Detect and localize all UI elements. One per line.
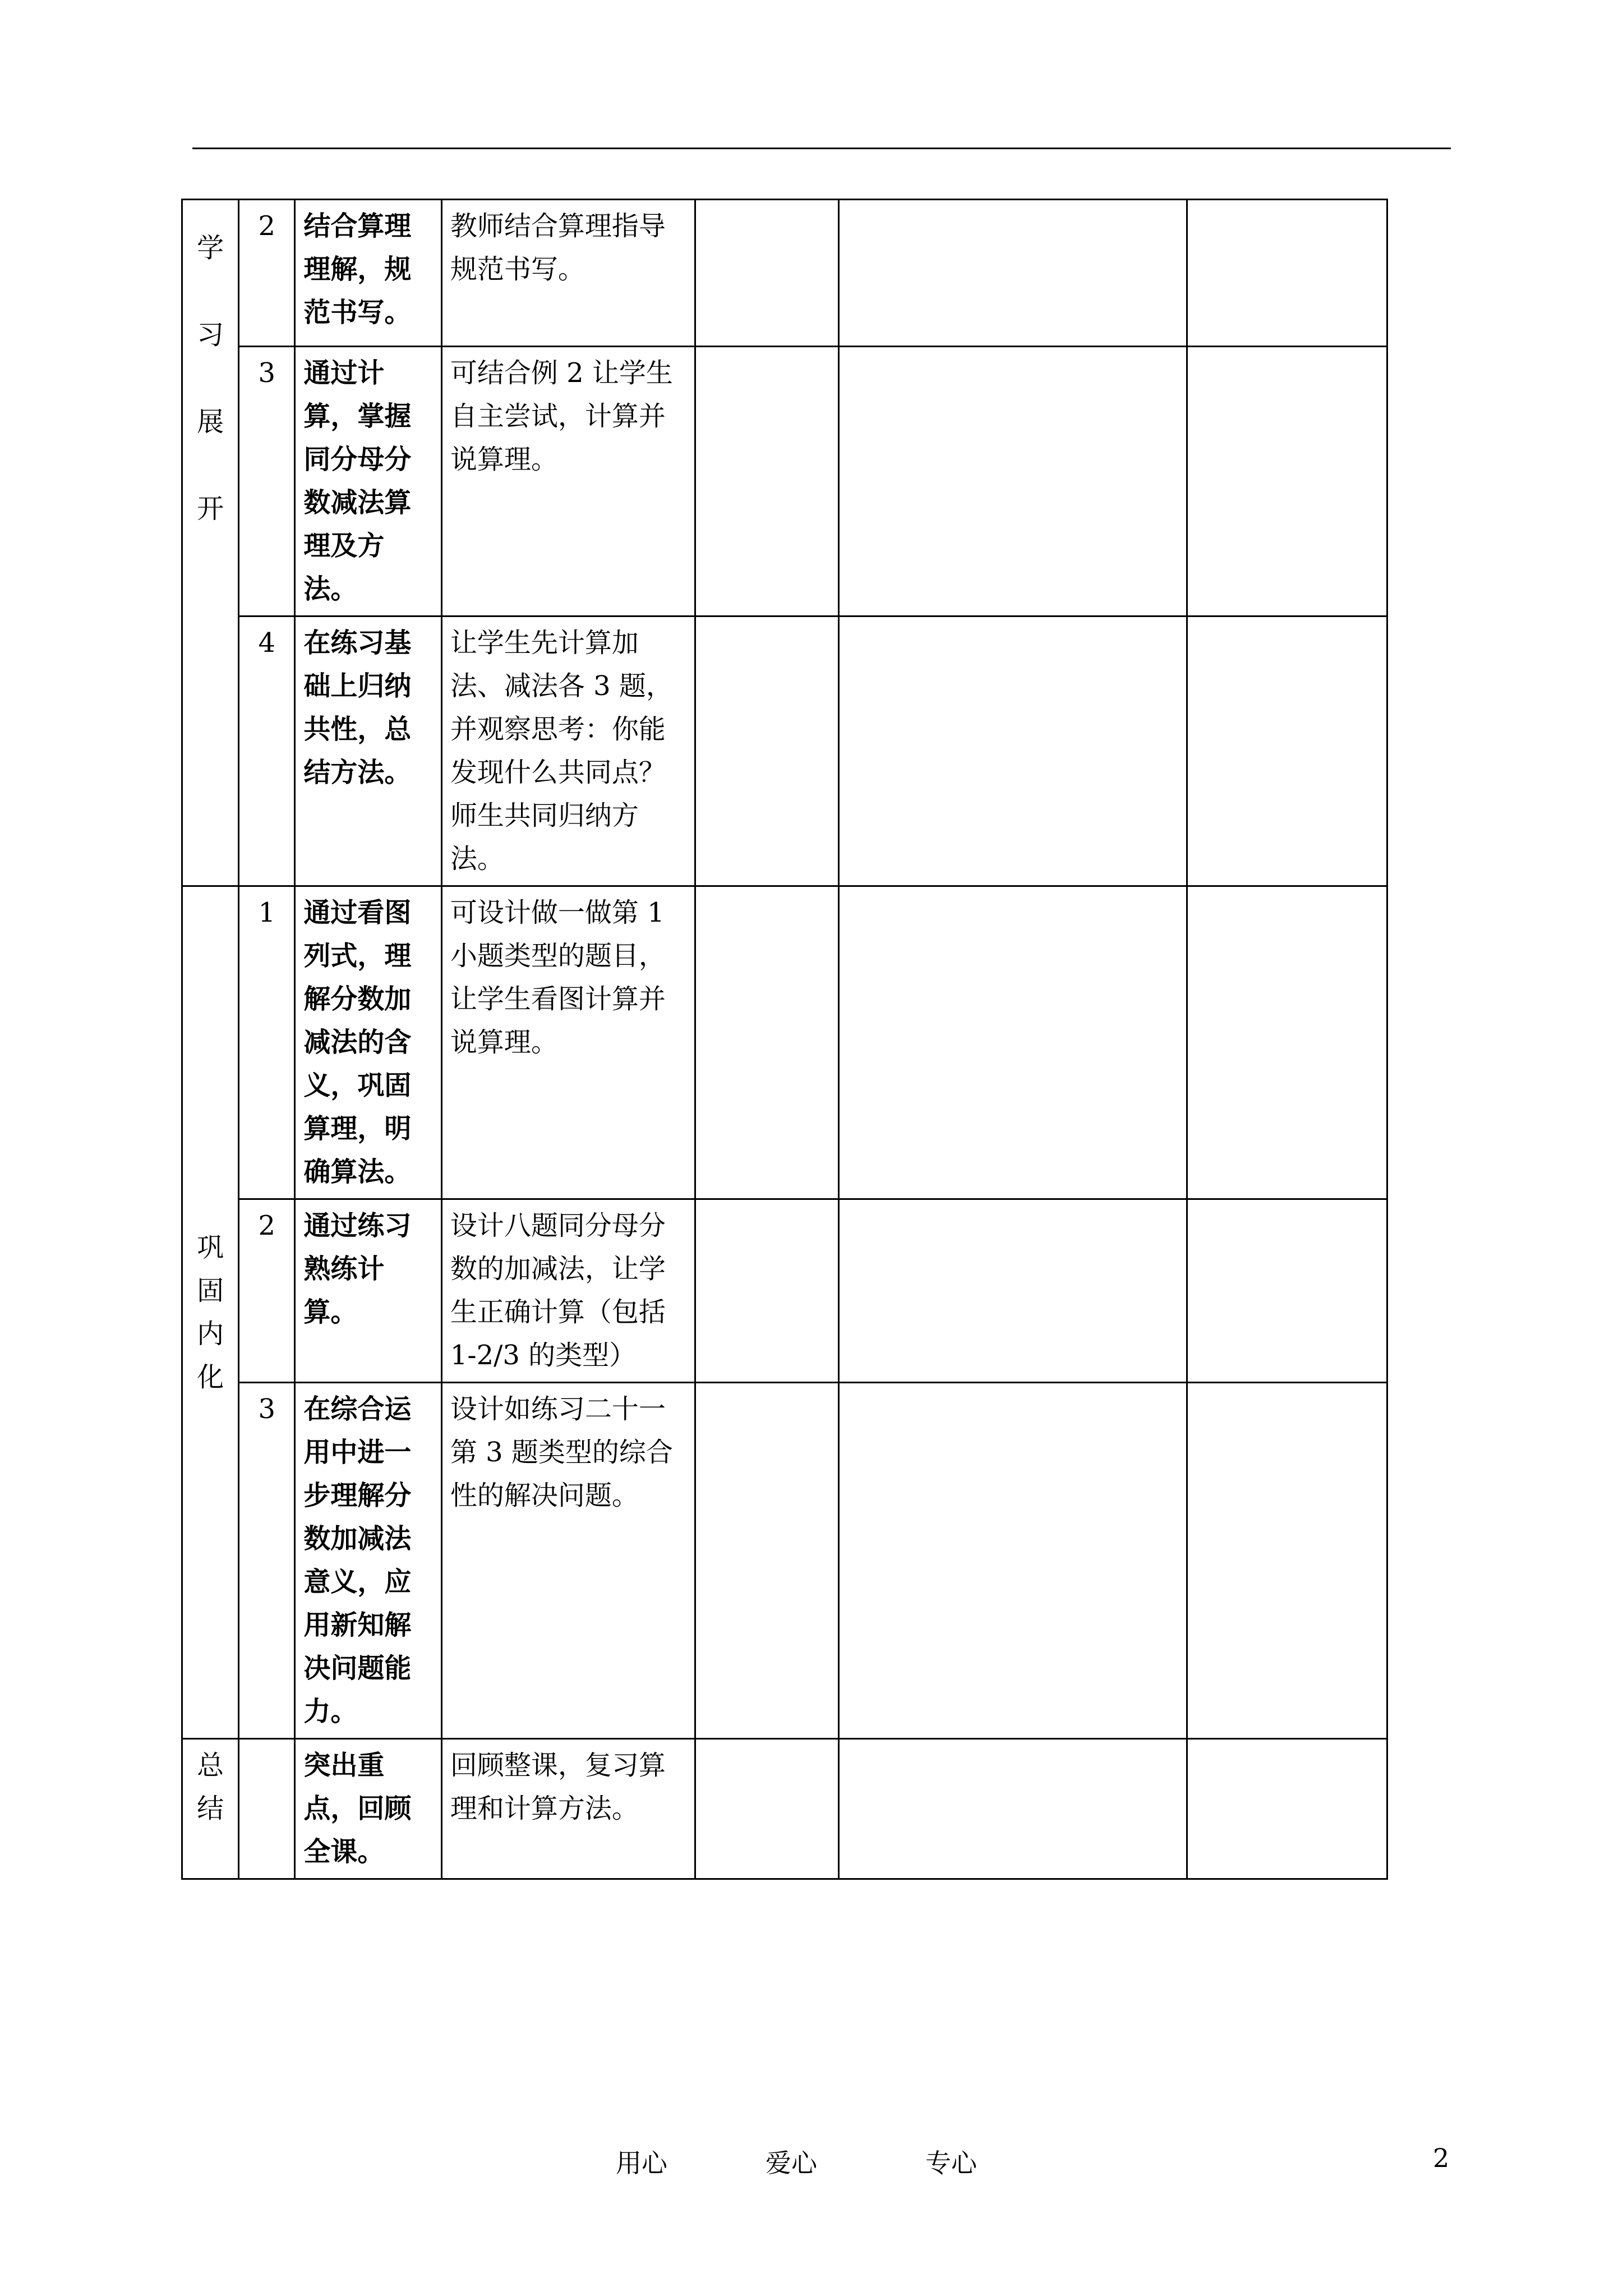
- empty-cell: [1187, 616, 1387, 886]
- activity-cell: 让学生先计算加法、减法各 3 题，并观察思考：你能发现什么共同点？师生共同归纳方法。: [441, 616, 695, 886]
- table-row: [182, 886, 1387, 1199]
- empty-cell: [695, 1739, 838, 1879]
- goal-cell: 结合算理理解，规范书写。: [295, 200, 441, 347]
- empty-cell: [839, 347, 1187, 616]
- table-row: [182, 616, 1387, 886]
- empty-cell: [695, 200, 838, 347]
- activity-cell: 回顾整课，复习算理和计算方法。: [441, 1739, 695, 1879]
- table-row: [182, 200, 1387, 347]
- goal-cell: 通过练习熟练计算。: [295, 1199, 441, 1383]
- stage-label: 学习展开: [197, 232, 224, 524]
- empty-cell: [695, 347, 838, 616]
- empty-cell: [839, 1739, 1187, 1879]
- activity-cell: 可设计做一做第 1 小题类型的题目，让学生看图计算并说算理。: [441, 886, 695, 1199]
- goal-cell: 通过计算，掌握同分母分数减法算理及方法。: [295, 347, 441, 616]
- step-number: 3: [239, 1383, 295, 1739]
- empty-cell: [695, 1383, 838, 1739]
- empty-cell: [1187, 1739, 1387, 1879]
- table-row: [182, 347, 1387, 616]
- page-number: 2: [1433, 2143, 1450, 2173]
- empty-cell: [1187, 347, 1387, 616]
- empty-cell: [839, 1199, 1187, 1383]
- stage-cell-study: [182, 200, 239, 886]
- step-number: [239, 1739, 295, 1879]
- step-number: 4: [239, 616, 295, 886]
- stage-cell-consolidate: [182, 886, 239, 1739]
- footer-motto: 专心: [925, 2148, 977, 2178]
- lesson-plan-table: [181, 199, 1388, 1880]
- stage-label: 总结: [197, 1750, 224, 1824]
- activity-cell: 设计八题同分母分数的加减法，让学生正确计算（包括 1-2/3 的类型）: [441, 1199, 695, 1383]
- activity-cell: 可结合例 2 让学生自主尝试，计算并说算理。: [441, 347, 695, 616]
- table-row: [182, 1199, 1387, 1383]
- goal-cell: 通过看图列式，理解分数加减法的含义，巩固算理，明确算法。: [295, 886, 441, 1199]
- step-number: 2: [239, 1199, 295, 1383]
- empty-cell: [1187, 1383, 1387, 1739]
- stage-cell-summary: [182, 1739, 239, 1879]
- goal-cell: 在练习基础上归纳共性，总结方法。: [295, 616, 441, 886]
- empty-cell: [1187, 886, 1387, 1199]
- empty-cell: [695, 616, 838, 886]
- empty-cell: [839, 200, 1187, 347]
- goal-cell: 突出重点，回顾全课。: [295, 1739, 441, 1879]
- goal-cell: 在综合运用中进一步理解分数加减法意义，应用新知解决问题能力。: [295, 1383, 441, 1739]
- step-number: 2: [239, 200, 295, 347]
- step-number: 3: [239, 347, 295, 616]
- footer-motto: 爱心: [766, 2148, 817, 2178]
- stage-label: 巩固内化: [197, 1231, 224, 1393]
- empty-cell: [839, 1383, 1187, 1739]
- empty-cell: [695, 886, 838, 1199]
- empty-cell: [839, 616, 1187, 886]
- activity-cell: 设计如练习二十一第 3 题类型的综合性的解决问题。: [441, 1383, 695, 1739]
- table-row: [182, 1383, 1387, 1739]
- table-row: [182, 1739, 1387, 1879]
- activity-cell: 教师结合算理指导规范书写。: [441, 200, 695, 347]
- empty-cell: [1187, 1199, 1387, 1383]
- empty-cell: [839, 886, 1187, 1199]
- footer-motto: 用心: [616, 2148, 667, 2178]
- header-rule: [192, 148, 1451, 149]
- empty-cell: [695, 1199, 838, 1383]
- empty-cell: [1187, 200, 1387, 347]
- step-number: 1: [239, 886, 295, 1199]
